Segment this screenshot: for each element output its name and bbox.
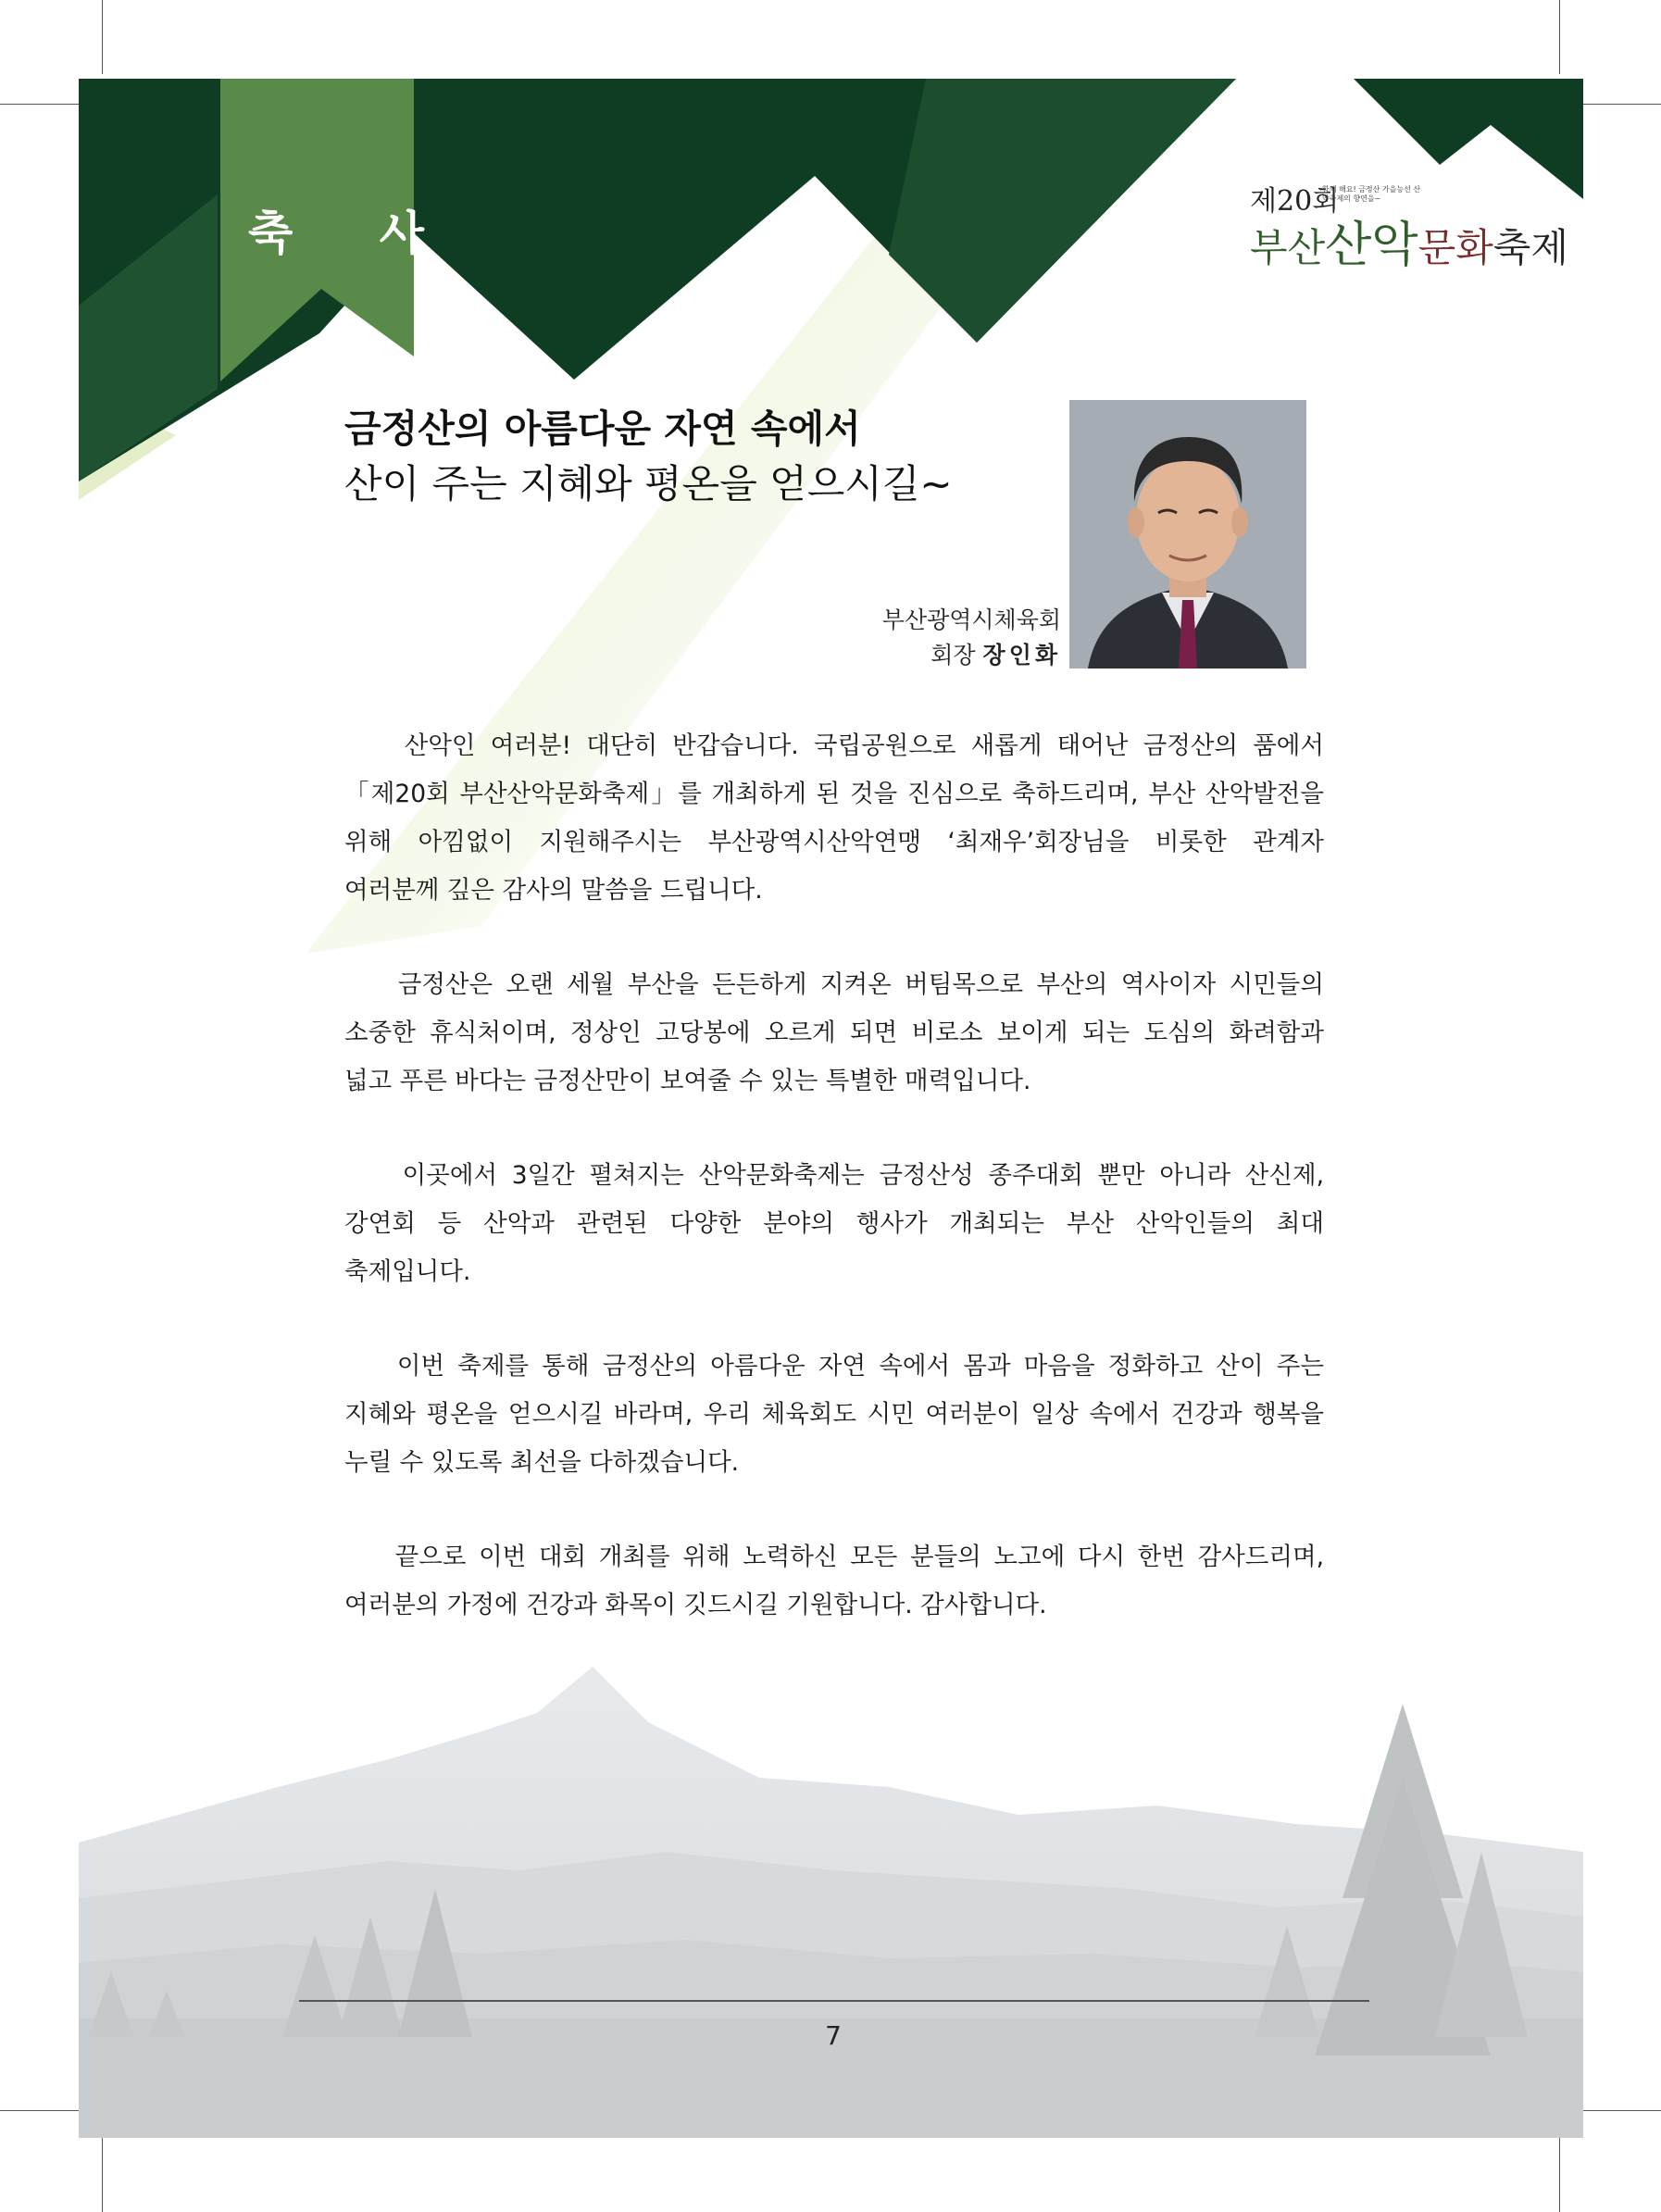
logo-edition: 제20회 (1250, 185, 1340, 218)
paragraph-line: 이번 축제를 통해 금정산의 아름다운 자연 속에서 몸과 마음을 정화하고 산이 주는 (344, 1352, 1324, 1381)
portrait-photo (1069, 400, 1306, 669)
logo-name (1250, 206, 1568, 275)
page-number: 7 (825, 2020, 842, 2051)
body-paragraph (344, 722, 1324, 915)
body-paragraph (344, 961, 1324, 1106)
paragraph-line: 지혜와 평온을 얻으시길 바라며, 우리 체육회도 시민 여러분이 일상 속에서 건강과 행복을 (344, 1400, 1324, 1429)
paragraph-line: 산악인 여러분! 대단히 반갑습니다. 국립공원으로 새롭게 태어난 금정산의 품에서 (344, 731, 1324, 760)
headline-line-2: 산이 주는 지혜와 평온을 얻으시길~ (344, 461, 953, 506)
logo-name-part: 축제 (1492, 225, 1568, 270)
paragraph-line: 여러분의 가정에 건강과 화목이 깃드시길 기원합니다. 감사합니다. (344, 1591, 1047, 1619)
logo-name-part: 부산 (1250, 225, 1326, 270)
paragraph-line: 「제20회 부산산악문화축제」를 개최하게 된 것을 진심으로 축하드리며, 부산 산악발전을 (344, 780, 1324, 808)
headline-line-1: 금정산의 아름다운 자연 속에서 (344, 406, 861, 451)
paragraph-line: 누릴 수 있도록 최선을 다하겠습니다. (344, 1448, 740, 1477)
author-position: 회장 (930, 642, 976, 669)
paragraph-line: 위해 아낌없이 지원해주시는 부산광역시산악연맹 ‘최재우’회장님을 비롯한 관계자 (344, 828, 1324, 856)
logo-tagline: 함께 해요! 금정산 가을능선 산악축제의 향연을~ (1322, 185, 1421, 203)
section-label: 축 사 (248, 206, 460, 260)
footer-divider (299, 2000, 1369, 2002)
paragraph-line: 끝으로 이번 대회 개최를 위해 노력하신 모든 분들의 노고에 다시 한번 감사드리며, (344, 1543, 1324, 1571)
paragraph-line: 소중한 휴식처이며, 정상인 고당봉에 오르게 되면 비로소 보이게 되는 도심의 화려함과 (344, 1019, 1324, 1047)
paragraph-line: 이곳에서 3일간 펼쳐지는 산악문화축제는 금정산성 종주대회 뿐만 아니라 산신제, (344, 1161, 1324, 1190)
body-paragraph (344, 1533, 1324, 1630)
body-text (344, 722, 1324, 1676)
body-paragraph (344, 1343, 1324, 1487)
logo-name-part: 산악 (1325, 218, 1418, 273)
author-name: 장인화 (982, 642, 1061, 669)
paragraph-line: 축제입니다. (344, 1257, 471, 1286)
paragraph-line: 넓고 푸른 바다는 금정산만이 보여줄 수 있는 특별한 매력입니다. (344, 1067, 1031, 1095)
logo-name-part: 문화 (1417, 225, 1493, 270)
paragraph-line: 여러분께 깊은 감사의 말씀을 드립니다. (344, 876, 763, 905)
festival-logo (1231, 178, 1568, 273)
body-paragraph (344, 1152, 1324, 1296)
author-title-name (930, 637, 1061, 670)
author-organization: 부산광역시체육회 (881, 606, 1061, 633)
dark-green-mountain-shade (889, 79, 1236, 343)
paragraph-line: 강연회 등 산악과 관련된 다양한 분야의 행사가 개최되는 부산 산악인들의 최대 (344, 1209, 1324, 1238)
portrait-illustration (1069, 400, 1306, 669)
paragraph-line: 금정산은 오랜 세월 부산을 든든하게 지켜온 버팀목으로 부산의 역사이자 시민들의 (344, 970, 1324, 999)
